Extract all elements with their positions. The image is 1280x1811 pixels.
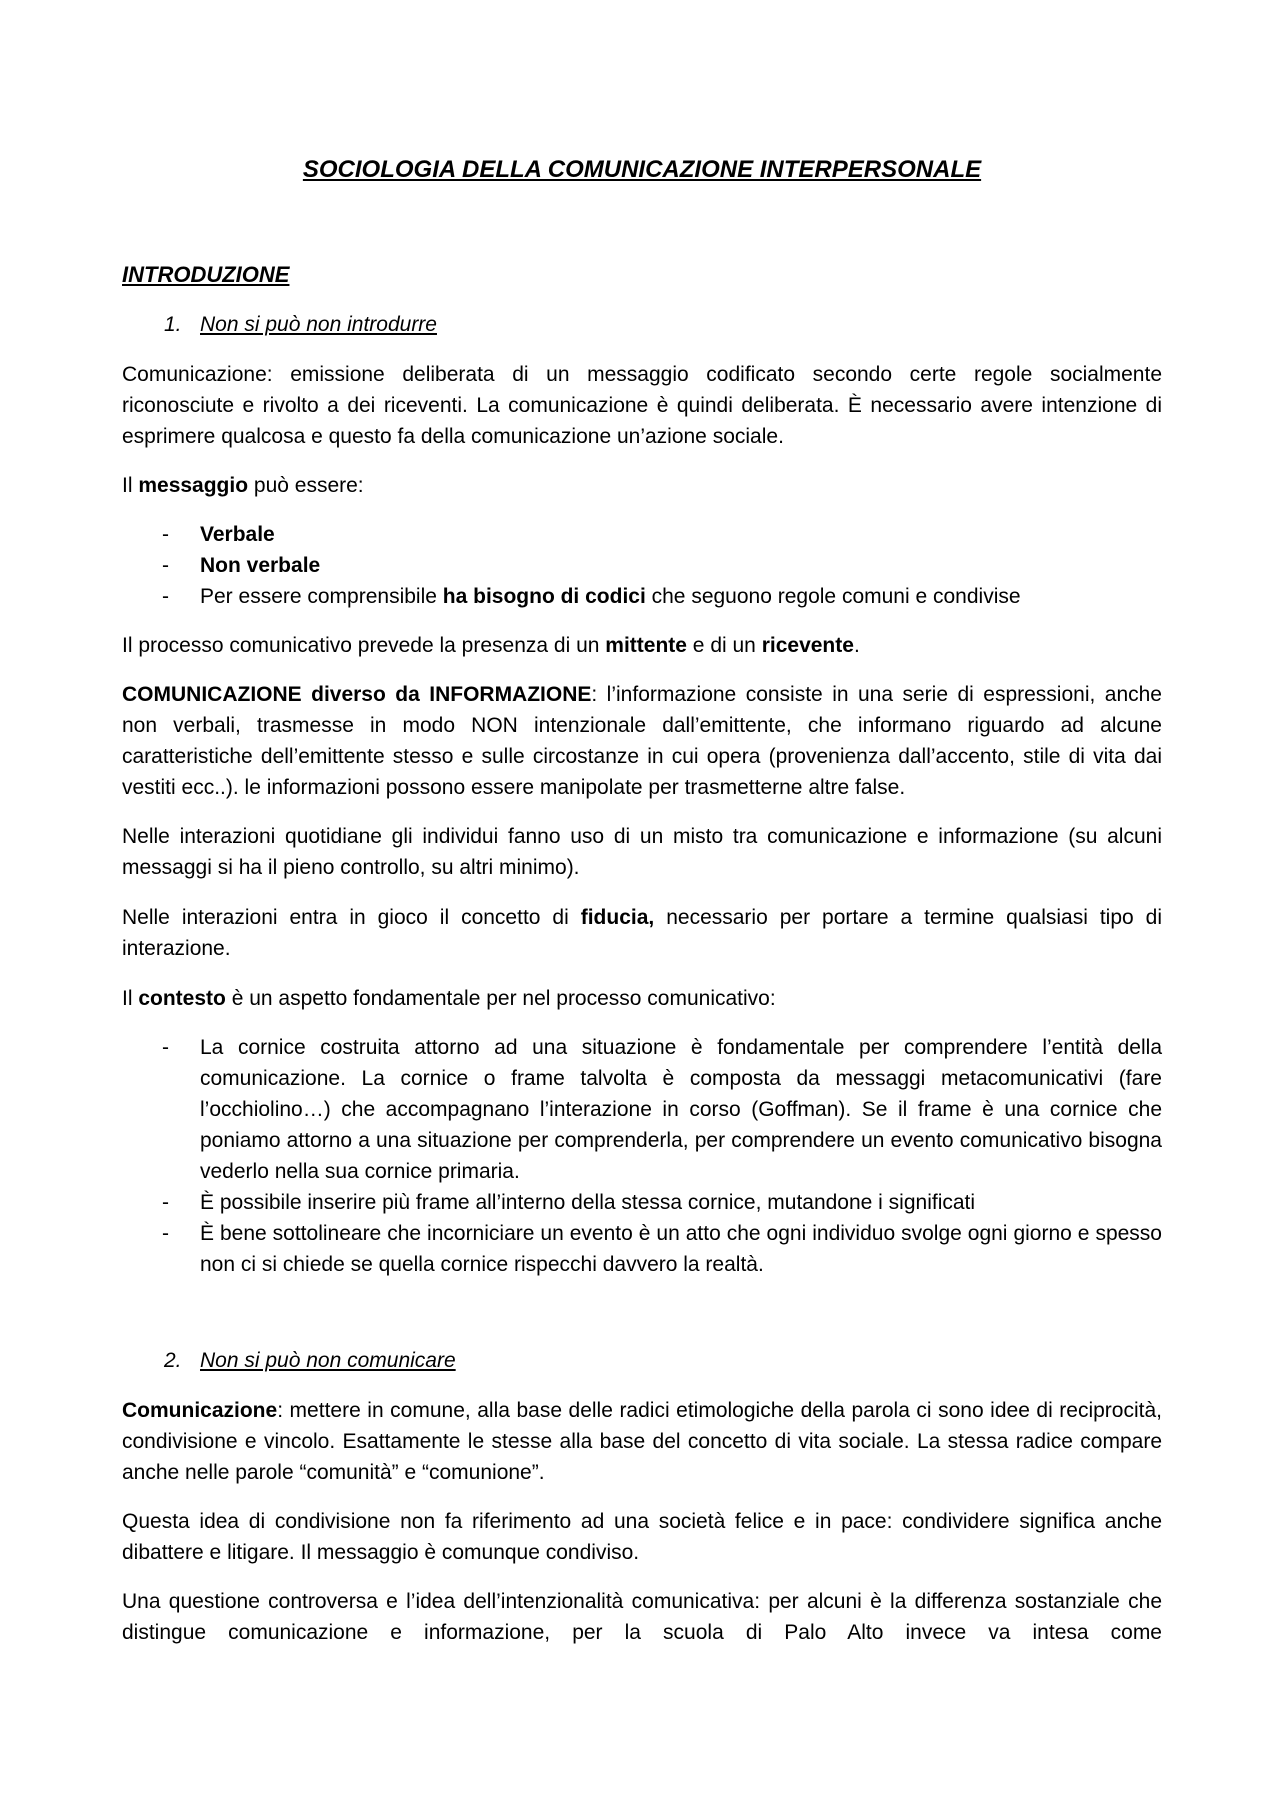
- paragraph-comunicazione-vs-informazione: COMUNICAZIONE diverso da INFORMAZIONE: l’informazione consiste in una serie di espressioni, anche non verbali, trasmesse in modo NON intenzionale dall’emittente, che informano riguardo ad alcune caratteristiche dell’emittente stesso e sulle circostanze in cui opera (provenienza dall’accento, stile di vita dai vestiti ecc..). le informazioni possono essere manipolate per trasmetterne altre false.: [122, 683, 1162, 799]
- section-heading-introduzione: INTRODUZIONE: [122, 262, 290, 287]
- list-item: - È possibile inserire più frame all’interno della stessa cornice, mutandone i significati: [162, 1191, 976, 1214]
- list-item: - La cornice costruita attorno ad una situazione è fondamentale per comprendere l’entità della comunicazione. La cornice o frame talvolta è composta da messaggi metacomunicativi (fare l’occhiolino…) che accompagnano l’interazione in corso (Goffman). Se il frame è una cornice che poniamo attorno a una situazione per comprenderla, per comprendere un evento comunicativo bisogna vederlo nella sua cornice primaria.: [162, 1036, 1162, 1183]
- paragraph-fiducia: Nelle interazioni entra in gioco il concetto di fiducia, necessario per portare a termine qualsiasi tipo di interazione.: [122, 906, 1162, 960]
- list-item: - Non verbale: [162, 554, 321, 577]
- list-item: - Verbale: [162, 523, 275, 546]
- list-item: - Per essere comprensibile ha bisogno di codici che seguono regole comuni e condivise: [162, 585, 1021, 608]
- paragraph-comunicazione-etimologia: Comunicazione: mettere in comune, alla base delle radici etimologiche della parola ci sono idee di reciprocità, condivisione e vincolo. Esattamente le stesse alla base del concetto di vita sociale. La stessa radice compare anche nelle parole “comunità” e “comunione”.: [122, 1399, 1162, 1484]
- paragraph-interazioni-quotidiane: Nelle interazioni quotidiane gli individui fanno uso di un misto tra comunicazione e informazione (su alcuni messaggi si ha il pieno controllo, su altri minimo).: [122, 825, 1162, 879]
- subheading-2-title: Non si può non comunicare: [200, 1349, 456, 1372]
- list-item: - È bene sottolineare che incorniciare un evento è un atto che ogni individuo svolge ogni giorno e spesso non ci si chiede se quella cornice rispecchi davvero la realtà.: [162, 1222, 1162, 1276]
- subheading-1-number: 1.: [164, 313, 182, 336]
- paragraph-processo-comunicativo: Il processo comunicativo prevede la presenza di un mittente e di un ricevente.: [122, 634, 860, 657]
- paragraph-messaggio: Il messaggio può essere:: [122, 474, 364, 497]
- paragraph-contesto: Il contesto è un aspetto fondamentale per nel processo comunicativo:: [122, 987, 776, 1010]
- subheading-1: [164, 309, 437, 340]
- subheading-1-title: Non si può non introdurre: [200, 313, 437, 336]
- paragraph-condivisione: Questa idea di condivisione non fa riferimento ad una società felice e in pace: condividere significa anche dibattere e litigare. Il messaggio è comunque condiviso.: [122, 1510, 1162, 1564]
- list-cornice: [122, 1032, 1162, 1280]
- paragraph-comunicazione-definizione: Comunicazione: emissione deliberata di un messaggio codificato secondo certe regole socialmente riconosciute e rivolto a dei riceventi. La comunicazione è quindi deliberata. È necessario avere intenzione di esprimere qualcosa e questo fa della comunicazione un’azione sociale.: [122, 363, 1162, 448]
- subheading-2-number: 2.: [164, 1349, 182, 1372]
- list-message-types: [122, 519, 1162, 612]
- subheading-2: [164, 1345, 456, 1376]
- page-title: SOCIOLOGIA DELLA COMUNICAZIONE INTERPERSONALE: [302, 156, 982, 183]
- paragraph-intenzionalita: Una questione controversa e l’idea dell’intenzionalità comunicativa: per alcuni è la differenza sostanziale che distingue comunicazione e informazione, per la scuola di Palo Alto invece va intesa come: [122, 1590, 1162, 1644]
